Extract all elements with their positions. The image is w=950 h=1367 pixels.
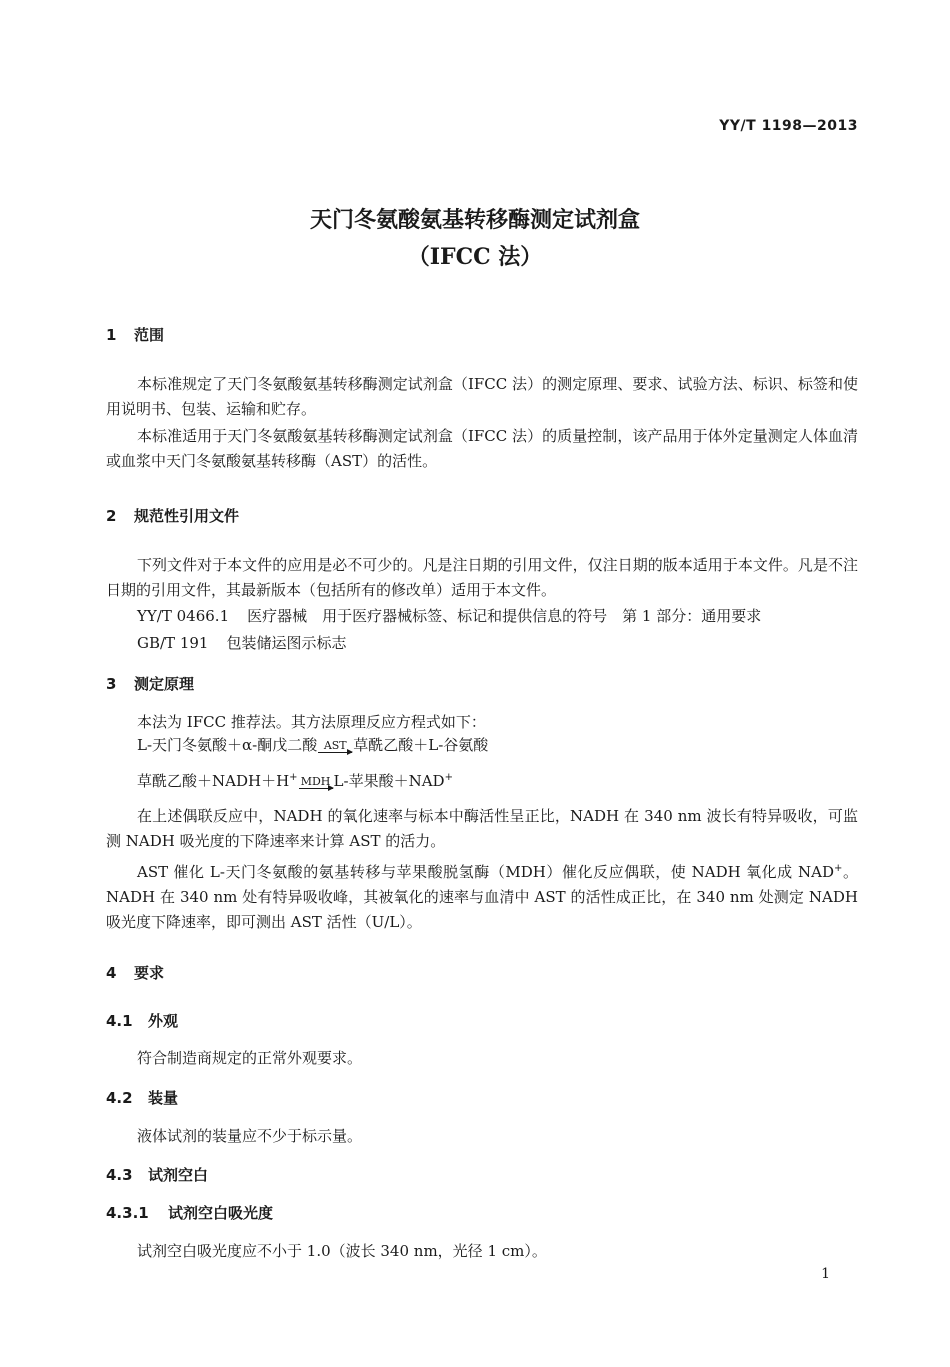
section-1-paragraph-2: 本标准适用于天门冬氨酸氨基转移酶测定试剂盒（IFCC 法）的质量控制，该产品用于体外定量测定人体血清或血浆中天门冬氨酸氨基转移酶（AST）的活性。 (106, 427, 858, 470)
normative-reference (137, 605, 761, 626)
section-title: 装量 (148, 1089, 179, 1107)
reaction-equation-1 (137, 734, 488, 755)
section-number: 4.1 (106, 1012, 133, 1030)
section-1-heading (106, 324, 164, 345)
section-4-1-text: 符合制造商规定的正常外观要求。 (137, 1049, 363, 1067)
section-number: 1 (106, 326, 117, 344)
section-4-heading (106, 962, 164, 983)
section-title: 规范性引用文件 (134, 507, 240, 525)
section-2-heading (106, 505, 239, 526)
reference-code: GB/T 191 (137, 634, 209, 652)
section-3-paragraph-2: AST 催化 L-天门冬氨酸的氨基转移与苹果酸脱氢酶（MDH）催化反应偶联，使 NADH 氧化成 NAD+。NADH 在 340 nm 处有特异吸收峰，其被氧化的速率与血清中 AST 的活性成正比，在 340 nm 处测定 NADH 吸光度下降速率，即可测出 AST 活性（U/L）。 (106, 863, 858, 931)
section-title: 要求 (134, 964, 165, 982)
section-title: 试剂空白 (148, 1166, 209, 1184)
section-4-2-heading (106, 1087, 178, 1108)
standard-number: YY/T 1198—2013 (719, 118, 858, 134)
reaction-equation-2 (137, 770, 453, 791)
section-title: 测定原理 (134, 675, 195, 693)
section-title: 外观 (148, 1012, 179, 1030)
section-1-paragraph-1: 本标准规定了天门冬氨酸氨基转移酶测定试剂盒（IFCC 法）的测定原理、要求、试验方法、标识、标签和使用说明书、包装、运输和贮存。 (106, 375, 858, 418)
enzyme-label: MDH (300, 775, 331, 788)
section-number: 3 (106, 675, 117, 693)
section-2-paragraph-1: 下列文件对于本文件的应用是必不可少的。凡是注日期的引用文件，仅注日期的版本适用于本文件。凡是不注日期的引用文件，其最新版本（包括所有的修改单）适用于本文件。 (106, 556, 858, 599)
section-title: 试剂空白吸光度 (168, 1204, 274, 1222)
equation-products: L-苹果酸＋NAD+ (333, 772, 453, 790)
section-number: 2 (106, 507, 117, 525)
equation-reactants: 草酰乙酸＋NADH＋H+ (137, 772, 298, 790)
section-number: 4.2 (106, 1089, 133, 1107)
section-4-3-heading (106, 1164, 208, 1185)
normative-reference (137, 632, 346, 653)
document-subtitle: （IFCC 法） (407, 244, 543, 270)
section-3-paragraph-1: 在上述偶联反应中，NADH 的氧化速率与标本中酶活性呈正比，NADH 在 340 nm 波长有特异吸收，可监测 NADH 吸光度的下降速率来计算 AST 的活力。 (106, 807, 858, 850)
section-3-heading (106, 673, 194, 694)
section-number: 4.3 (106, 1166, 133, 1184)
equation-reactants: L-天门冬氨酸＋α-酮戊二酸 (137, 736, 318, 754)
page-number: 1 (821, 1266, 830, 1282)
reference-code: YY/T 0466.1 (137, 607, 230, 625)
reaction-arrow-icon (299, 776, 333, 789)
reference-title: 医疗器械 用于医疗器械标签、标记和提供信息的符号 第 1 部分：通用要求 (247, 607, 762, 625)
section-4-2-text: 液体试剂的装量应不少于标示量。 (137, 1127, 363, 1145)
section-4-3-1-text: 试剂空白吸光度应不小于 1.0（波长 340 nm，光径 1 cm）。 (137, 1242, 547, 1260)
section-title: 范围 (134, 326, 165, 344)
enzyme-label: AST (323, 739, 347, 752)
reaction-arrow-icon (318, 740, 352, 753)
section-4-3-1-heading (106, 1202, 273, 1223)
equation-products: 草酰乙酸＋L-谷氨酸 (353, 736, 489, 754)
section-4-1-heading (106, 1010, 178, 1031)
reference-title: 包装储运图示标志 (226, 634, 347, 652)
principle-intro: 本法为 IFCC 推荐法。其方法原理反应方程式如下： (137, 713, 486, 731)
section-number: 4.3.1 (106, 1204, 149, 1222)
section-number: 4 (106, 964, 117, 982)
document-title: 天门冬氨酸氨基转移酶测定试剂盒 (309, 208, 640, 233)
